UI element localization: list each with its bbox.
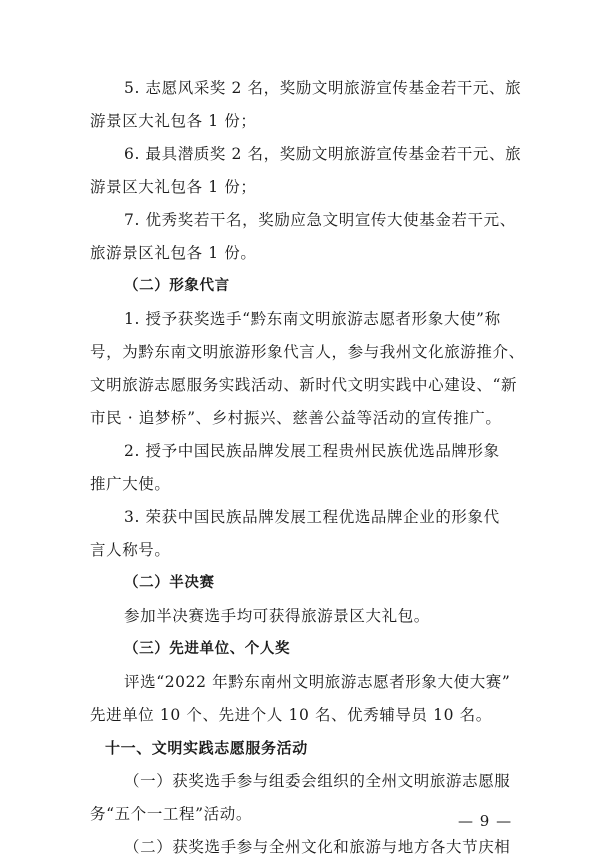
text-line: 7. 优秀奖若干名，奖励应急文明宣传大使基金若干元、 (124, 211, 516, 229)
text-line: 6. 最具潜质奖 2 名，奖励文明旅游宣传基金若干元、旅 (124, 145, 522, 163)
page-number: — 9 — (458, 812, 513, 830)
text-line: 务“五个一工程”活动。 (90, 805, 252, 823)
section-subheading: （二）形象代言 (124, 278, 230, 294)
section-subheading: （二）半决赛 (124, 575, 215, 591)
text-line: 评选“2022 年黔东南州文明旅游志愿者形象大使大赛” (124, 673, 511, 691)
text-line: 旅游景区礼包各 1 份。 (90, 244, 257, 262)
text-line: 文明旅游志愿服务实践活动、新时代文明实践中心建设、“新 (90, 376, 518, 394)
text-line: 游景区大礼包各 1 份； (90, 112, 257, 130)
section-subheading: （三）先进单位、个人奖 (124, 641, 291, 657)
text-line: 市民 · 追梦桥”、乡村振兴、慈善公益等活动的宣传推广。 (90, 409, 502, 427)
text-line: 游景区大礼包各 1 份； (90, 178, 257, 196)
text-line: 先进单位 10 个、先进个人 10 名、优秀辅导员 10 名。 (90, 706, 492, 724)
text-line: （二）获奖选手参与全州文化和旅游与地方各大节庆相 (124, 838, 511, 856)
text-line: 5. 志愿风采奖 2 名，奖励文明旅游宣传基金若干元、旅 (124, 79, 522, 97)
text-line: 参加半决赛选手均可获得旅游景区大礼包。 (124, 607, 430, 625)
text-line: 2. 授予中国民族品牌发展工程贵州民族优选品牌形象 (124, 442, 500, 460)
section-heading: 十一、文明实践志愿服务活动 (105, 739, 308, 757)
text-line: 推广大使。 (90, 475, 171, 493)
text-line: （一）获奖选手参与组委会组织的全州文明旅游志愿服 (124, 772, 511, 790)
text-line: 言人称号。 (90, 541, 171, 559)
text-line: 1. 授予获奖选手“黔东南文明旅游志愿者形象大使”称 (124, 310, 501, 328)
text-line: 3. 荣获中国民族品牌发展工程优选品牌企业的形象代 (124, 508, 500, 526)
text-line: 号，为黔东南文明旅游形象代言人，参与我州文化旅游推介、 (90, 343, 525, 361)
